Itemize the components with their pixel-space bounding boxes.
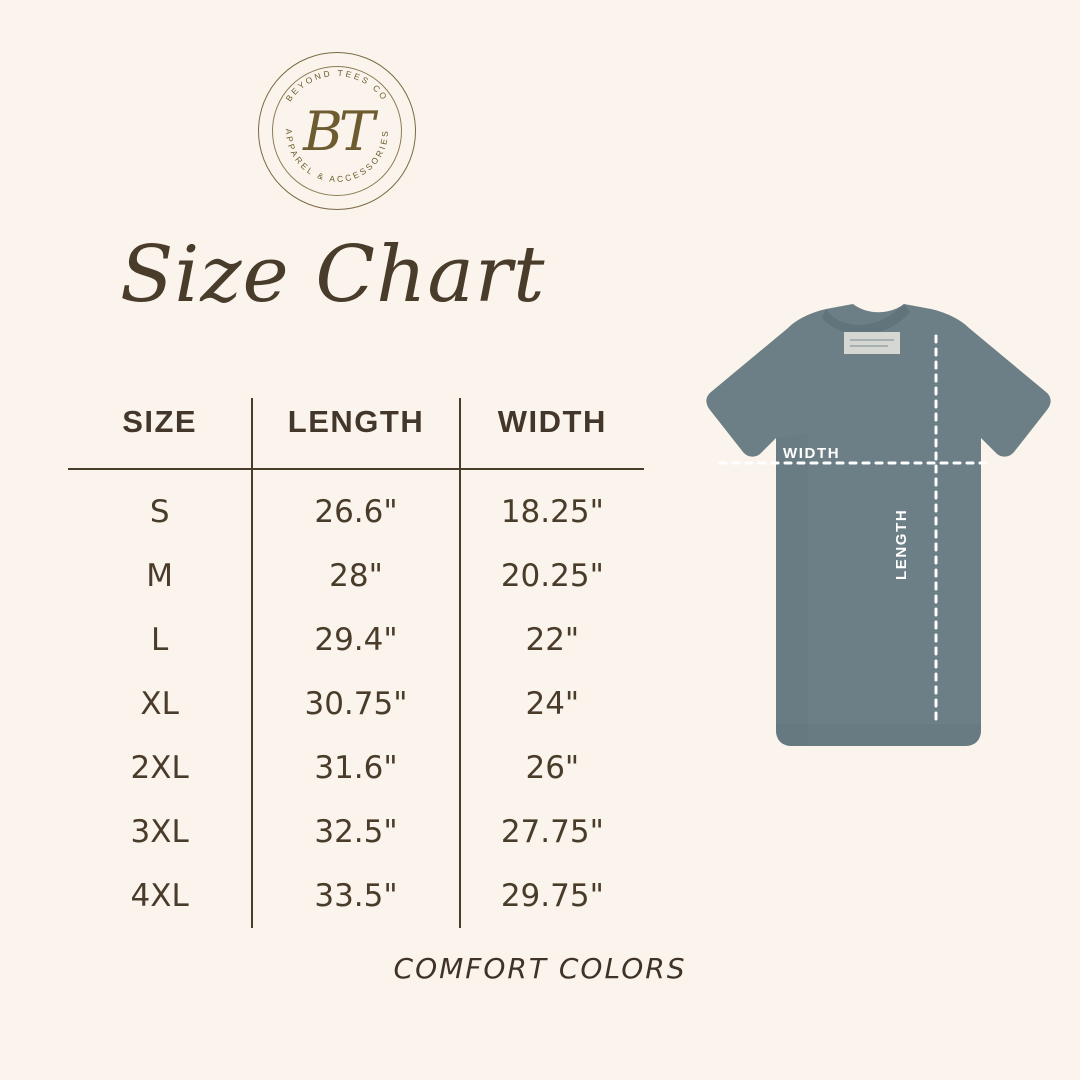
cell-size: 3XL (130, 814, 189, 850)
logo-arc-top-text: BEYOND TEES CO (283, 67, 391, 104)
cell-width: 18.25" (460, 469, 644, 544)
cell-size: 2XL (130, 750, 189, 786)
tshirt-diagram (648, 300, 1068, 770)
table-row (68, 736, 644, 800)
cell-width: 20.25" (460, 544, 644, 608)
cell-width: 26" (460, 736, 644, 800)
cell-length: 30.75" (252, 672, 459, 736)
width-measure-label: WIDTH (783, 445, 841, 462)
cell-size: XL (140, 686, 179, 722)
length-measure-label: LENGTH (893, 508, 910, 580)
cell-length: 29.4" (252, 608, 459, 672)
cell-length: 33.5" (252, 864, 459, 928)
cell-length: 31.6" (252, 736, 459, 800)
cell-width: 24" (460, 672, 644, 736)
logo-monogram: BT (303, 99, 371, 163)
cell-length: 28" (252, 544, 459, 608)
tshirt-illustration (648, 300, 1068, 770)
cell-size: S (149, 494, 170, 530)
cell-size: 4XL (130, 878, 189, 914)
cell-width: 27.75" (460, 800, 644, 864)
table-row (68, 672, 644, 736)
brand-logo (258, 52, 418, 212)
logo-arc-bottom-text: APPAREL & ACCESSORIES (283, 128, 391, 185)
column-header-size: SIZE (68, 398, 252, 469)
cell-size: M (146, 558, 174, 594)
page-title: Size Chart (120, 230, 546, 320)
size-table (68, 398, 644, 928)
table-row (68, 544, 644, 608)
cell-length: 26.6" (252, 469, 459, 544)
table-row (68, 608, 644, 672)
table-header-row (68, 398, 644, 469)
cell-width: 22" (460, 608, 644, 672)
cell-length: 32.5" (252, 800, 459, 864)
table-row (68, 469, 644, 544)
footer-brand-text: COMFORT COLORS (393, 952, 687, 985)
table-row (68, 864, 644, 928)
cell-size: L (151, 622, 169, 658)
table-row (68, 800, 644, 864)
cell-width: 29.75" (460, 864, 644, 928)
column-header-width: WIDTH (460, 398, 644, 469)
column-header-length: LENGTH (252, 398, 459, 469)
